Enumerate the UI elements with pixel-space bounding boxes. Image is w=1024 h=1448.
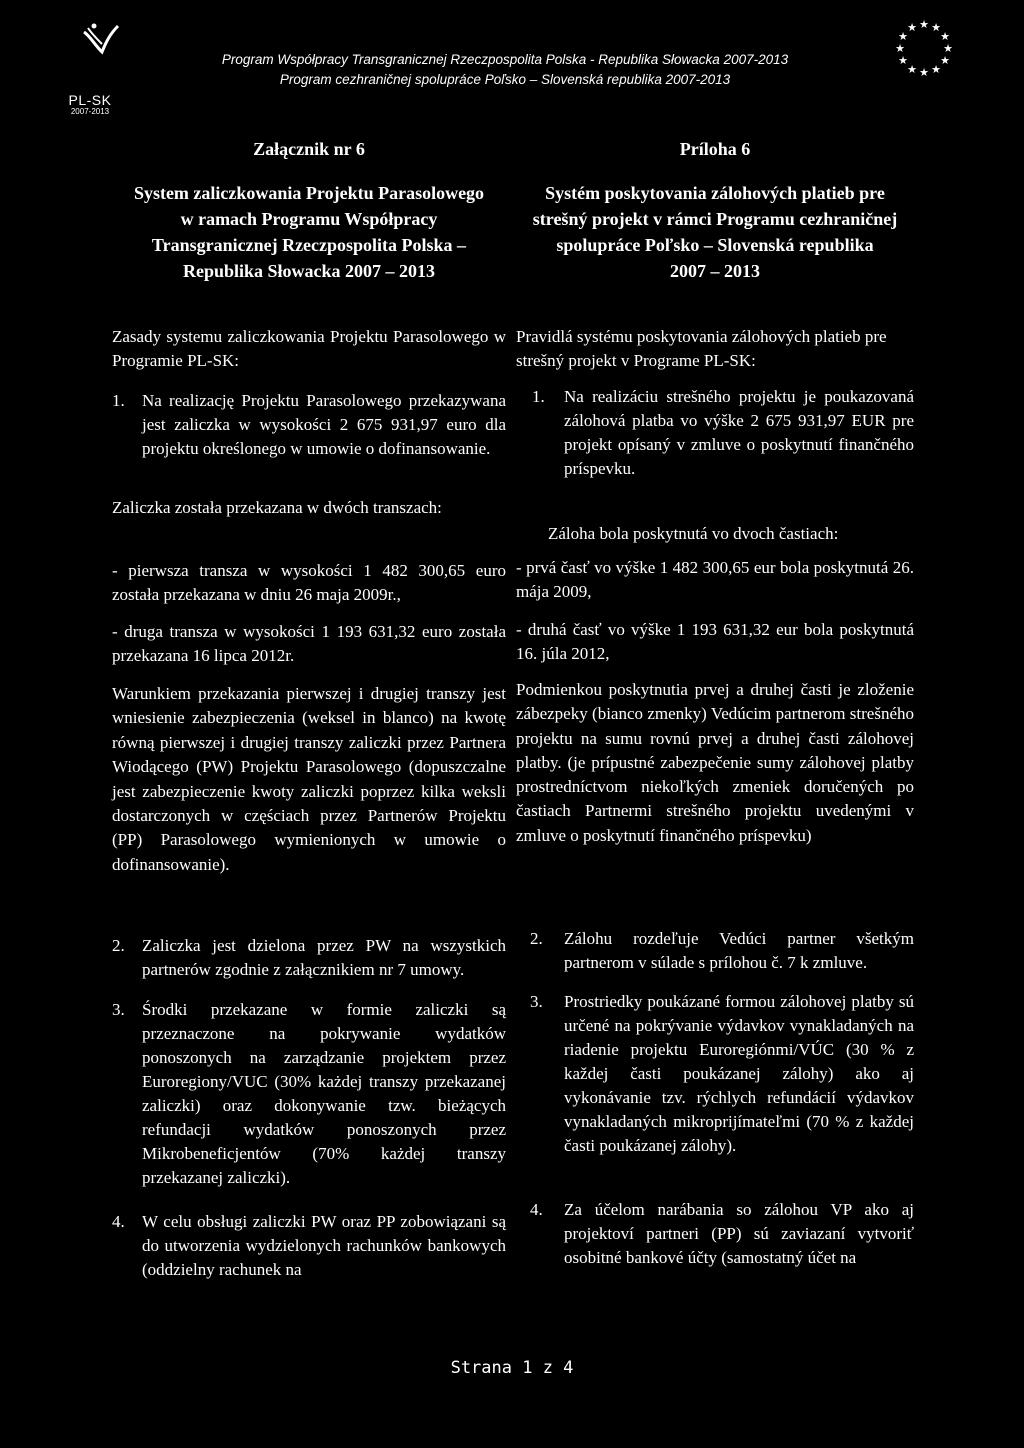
list-item-4-sk — [516, 1198, 914, 1273]
list-item-1-pl — [112, 389, 506, 489]
svg-text:★: ★ — [907, 63, 917, 76]
svg-text:★: ★ — [931, 21, 941, 34]
title-line: Systém poskytovania zálohových platieb pre — [545, 183, 885, 203]
title-line: w ramach Programu Współpracy — [180, 209, 438, 229]
svg-text:★: ★ — [898, 54, 908, 67]
intro-sk: Pravidlá systému poskytovania zálohových platieb pre strešný projekt v Programe PL-SK: — [516, 327, 887, 370]
title-line: Transgranicznej Rzeczpospolita Polska – — [151, 235, 467, 255]
intro-pl: Zasady systemu zaliczkowania Projektu Parasolowego w Programie PL-SK: — [112, 327, 506, 370]
header-line-sk: Program cezhraničnej spolupráce Poľsko – Slovenská republika 2007-2013 — [279, 72, 731, 87]
item-text: W celu obsługi zaliczki PW oraz PP zobowiązani są do utworzenia wydzielonych rachunków bankowych (oddzielny rachunek na — [142, 1212, 506, 1279]
item-text: Zálohu rozdeľuje Vedúci partner všetkým partnerom v súlade s prílohou č. 7 k zmluve. — [564, 929, 914, 972]
list-item-2-pl — [112, 934, 506, 984]
logo-main: PL-SK — [68, 92, 112, 108]
list-item-3-sk — [516, 990, 914, 1190]
condition-sk: Podmienkou poskytnutia prvej a druhej časti je zloženie zábezpeky (bianco zmenky) Vedúcim partnerom strešného projektu na sumu rovnú prvej a druhej časti zálohovej platby. (je prípustné zabezpečenie sumy zálohovej platby prostredníctvom niekoľkých zmeniek doručených po častiach Partnermi strešného projektu uvedenými v zmluve o poskytnutí finančného príspevku) — [516, 680, 914, 845]
title-line: Republika Słowacka 2007 – 2013 — [182, 261, 436, 281]
document-title-sk — [516, 180, 914, 284]
eu-stars-icon — [892, 18, 956, 82]
svg-text:★: ★ — [898, 30, 908, 43]
svg-text:★: ★ — [895, 42, 905, 55]
title-line: System zaliczkowania Projektu Parasolowego — [133, 183, 485, 203]
logo-sub: 2007-2013 — [70, 107, 110, 116]
header-line-pl: Program Współpracy Transgranicznej Rzeczpospolita Polska - Republika Słowacka 2007-2013 — [221, 52, 789, 67]
item-number: 4. — [530, 1200, 543, 1219]
svg-text:★: ★ — [931, 63, 941, 76]
svg-text:★: ★ — [919, 18, 929, 31]
item-number: 2. — [112, 936, 125, 955]
item-number: 2. — [530, 929, 543, 948]
item-text: Środki przekazane w formie zaliczki są przeznaczone na pokrywanie wydatków ponoszonych na zarządzanie projektem przez Euroregiony/VUC (30% każdej transzy przekazanej zaliczki) oraz dokonywanie tzw. bieżących refundacji wydatków ponoszonych przez Mikrobeneficjentów (70% każdej transzy przekazanej zaliczki). — [142, 1000, 506, 1187]
item-number: 1. — [112, 391, 125, 410]
program-logo-icon — [80, 22, 120, 62]
item-number: 4. — [112, 1212, 125, 1231]
svg-text:★: ★ — [940, 30, 950, 43]
list-item-2-sk — [516, 927, 914, 977]
item-number: 3. — [112, 1000, 125, 1019]
item-text: Zaliczka jest dzielona przez PW na wszystkich partnerów zgodnie z załącznikiem nr 7 umowy. — [142, 936, 506, 979]
tranche-1-pl: - pierwsza transza w wysokości 1 482 300,65 euro została przekazana w dniu 26 maja 2009r., — [112, 561, 506, 604]
condition-pl: Warunkiem przekazania pierwszej i drugiej transzy jest wniesienie zabezpieczenia (weksel in blanco) na kwotę równą pierwszej i drugiej transzy zaliczki przez Partnera Wiodącego (PW) Projektu Parasolowego (dopuszczalne jest zabezpieczenie kwoty zaliczki poprzez kilka weksli dostarczonych w częściach przez Partnerów Projektu (PP) Parasolowego wymienionych w umowie o dofinansowanie). — [112, 684, 506, 874]
list-item-3-pl — [112, 998, 506, 1198]
tranche-2-pl: - druga transza w wysokości 1 193 631,32 euro została przekazana 16 lipca 2012r. — [112, 622, 506, 665]
annex-title-pl: Załącznik nr 6 — [253, 139, 365, 159]
svg-text:★: ★ — [919, 66, 929, 79]
list-item-4-pl — [112, 1210, 506, 1285]
svg-text:★: ★ — [907, 21, 917, 34]
item-text: Za účelom narábania so zálohou VP ako aj projektoví partneri (PP) sú zaviazaní vytvoriť osobitné bankové účty (samostatný účet na — [564, 1200, 914, 1267]
tranche-2-sk: - druhá časť vo výške 1 193 631,32 eur bola poskytnutá 16. júla 2012, — [516, 620, 914, 663]
title-line: strešný projekt v rámci Programu cezhraničnej — [532, 209, 898, 229]
svg-text:★: ★ — [943, 42, 953, 55]
item-number: 1. — [532, 387, 545, 406]
item-number: 3. — [530, 992, 543, 1011]
title-line: 2007 – 2013 — [670, 261, 760, 281]
tranches-intro-sk: Záloha bola poskytnutá vo dvoch častiach: — [548, 524, 839, 543]
page-number: Strana 1 z 4 — [450, 1358, 574, 1378]
item-text: Na realizację Projektu Parasolowego przekazywana jest zaliczka w wysokości 2 675 931,97 euro dla projektu określonego w umowie o dofinansowanie. — [142, 391, 506, 458]
tranches-intro-pl: Zaliczka została przekazana w dwóch transzach: — [112, 498, 442, 517]
list-item-1-sk — [516, 385, 914, 485]
program-logo-text — [60, 94, 120, 118]
item-text: Na realizáciu strešného projektu je poukazovaná zálohová platba vo výške 2 675 931,97 EUR pre projekt opísaný v zmluve o poskytnutí finančného príspevku. — [564, 387, 914, 478]
svg-text:★: ★ — [940, 54, 950, 67]
document-title-pl — [112, 180, 506, 284]
item-text: Prostriedky poukázané formou zálohovej platby sú určené na pokrývanie výdavkov vynakladaných na riadenie projektu Euroregiónmi/VÚC (30 % z každej časti poukázanej zálohy) ako aj vykonávanie tzv. rýchlych refundácií výdavkov vynakladaných mikroprijímateľmi (70 % z každej časti poukázanej zálohy). — [564, 992, 914, 1155]
annex-title-sk: Príloha 6 — [679, 139, 751, 159]
title-line: spolupráce Poľsko – Slovenská republika — [556, 235, 874, 255]
tranche-1-sk: - prvá časť vo výške 1 482 300,65 eur bola poskytnutá 26. mája 2009, — [516, 558, 914, 601]
